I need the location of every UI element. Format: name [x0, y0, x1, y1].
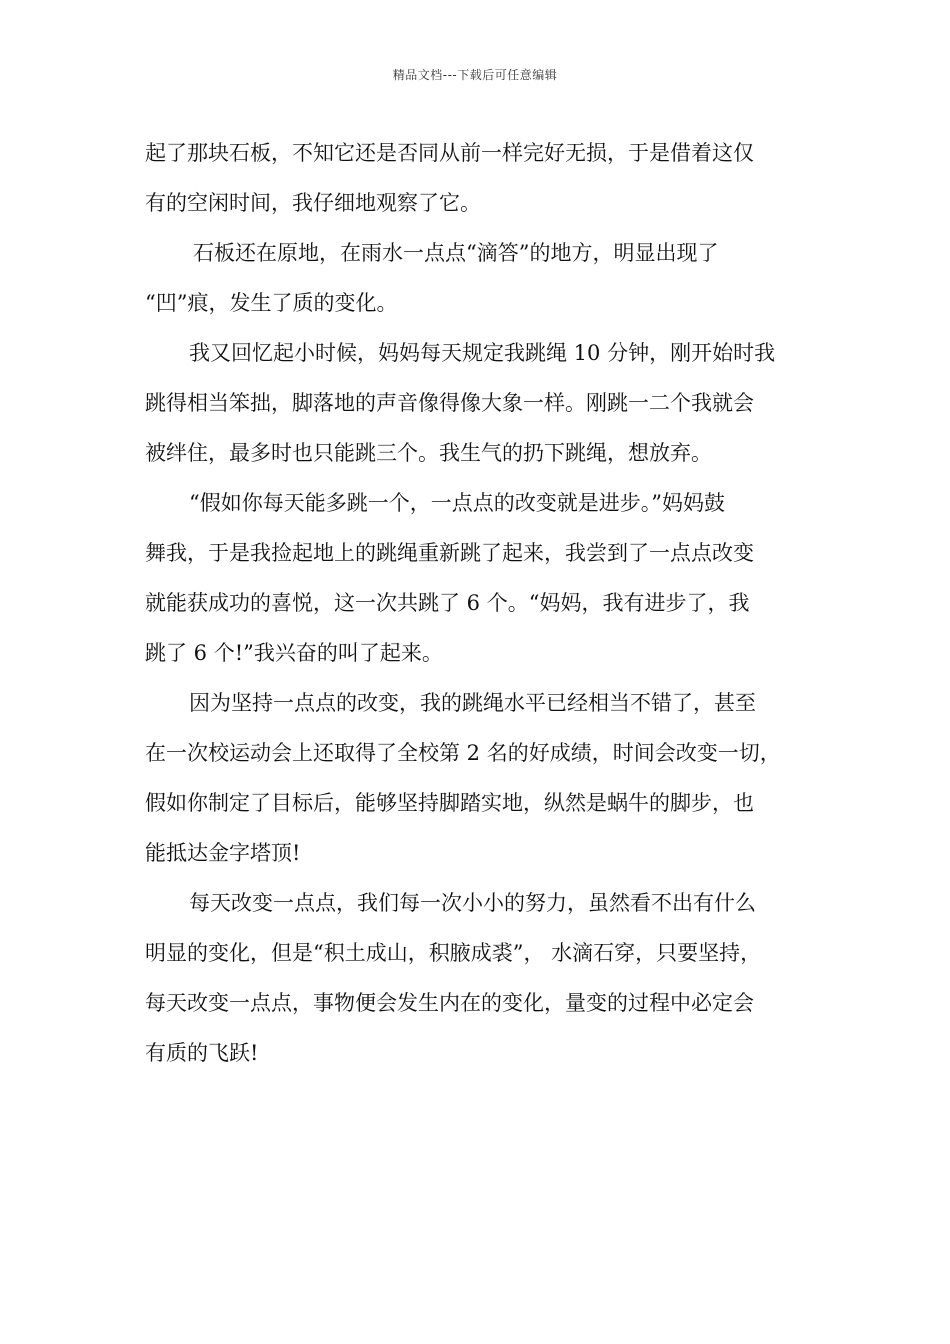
text-line: 被绊住，最多时也只能跳三个。我生气的扔下跳绳，想放弃。: [145, 441, 712, 465]
text-line: 有的空闲时间，我仔细地观察了它。: [145, 191, 481, 215]
text-line: 每天改变一点点，我们每一次小小的努力，虽然看不出有什么: [189, 891, 756, 915]
text-line: 在一次校运动会上还取得了全校第 2 名的好成绩，时间会改变一切，: [145, 741, 781, 765]
text-line: “凹”痕，发生了质的变化。: [145, 291, 398, 315]
text-line: “假如你每天能多跳一个，一点点的改变就是进步。”妈妈鼓: [189, 491, 725, 515]
text-line: 有质的飞跃!: [145, 1041, 259, 1065]
page-header: 精品文档---下载后可任意编辑: [392, 68, 558, 82]
text-line: 因为坚持一点点的改变，我的跳绳水平已经相当不错了，甚至: [189, 691, 756, 715]
text-line: 假如你制定了目标后，能够坚持脚踏实地，纵然是蜗牛的脚步，也: [145, 791, 754, 815]
body-text: [145, 128, 810, 1078]
text-line: 跳得相当笨拙，脚落地的声音像得像大象一样。刚跳一二个我就会: [145, 391, 754, 415]
text-line: 跳了 6 个!”我兴奋的叫了起来。: [145, 641, 443, 665]
text-line: 能抵达金字塔顶!: [145, 841, 301, 865]
text-line: 就能获成功的喜悦，这一次共跳了 6 个。“妈妈，我有进步了，我: [145, 591, 750, 615]
text-line: 明显的变化，但是“积土成山，积腋成裘”， 水滴石穿，只要坚持，: [145, 941, 762, 965]
text-line: 舞我，于是我捡起地上的跳绳重新跳了起来，我尝到了一点点改变: [145, 541, 754, 565]
text-line: 石板还在原地，在雨水一点点“滴答”的地方，明显出现了: [193, 241, 719, 265]
text-line: 我又回忆起小时候，妈妈每天规定我跳绳 10 分钟，刚开始时我: [189, 341, 776, 365]
text-line: 起了那块石板，不知它还是否同从前一样完好无损，于是借着这仅: [145, 141, 754, 165]
text-line: 每天改变一点点，事物便会发生内在的变化，量变的过程中必定会: [145, 991, 754, 1015]
